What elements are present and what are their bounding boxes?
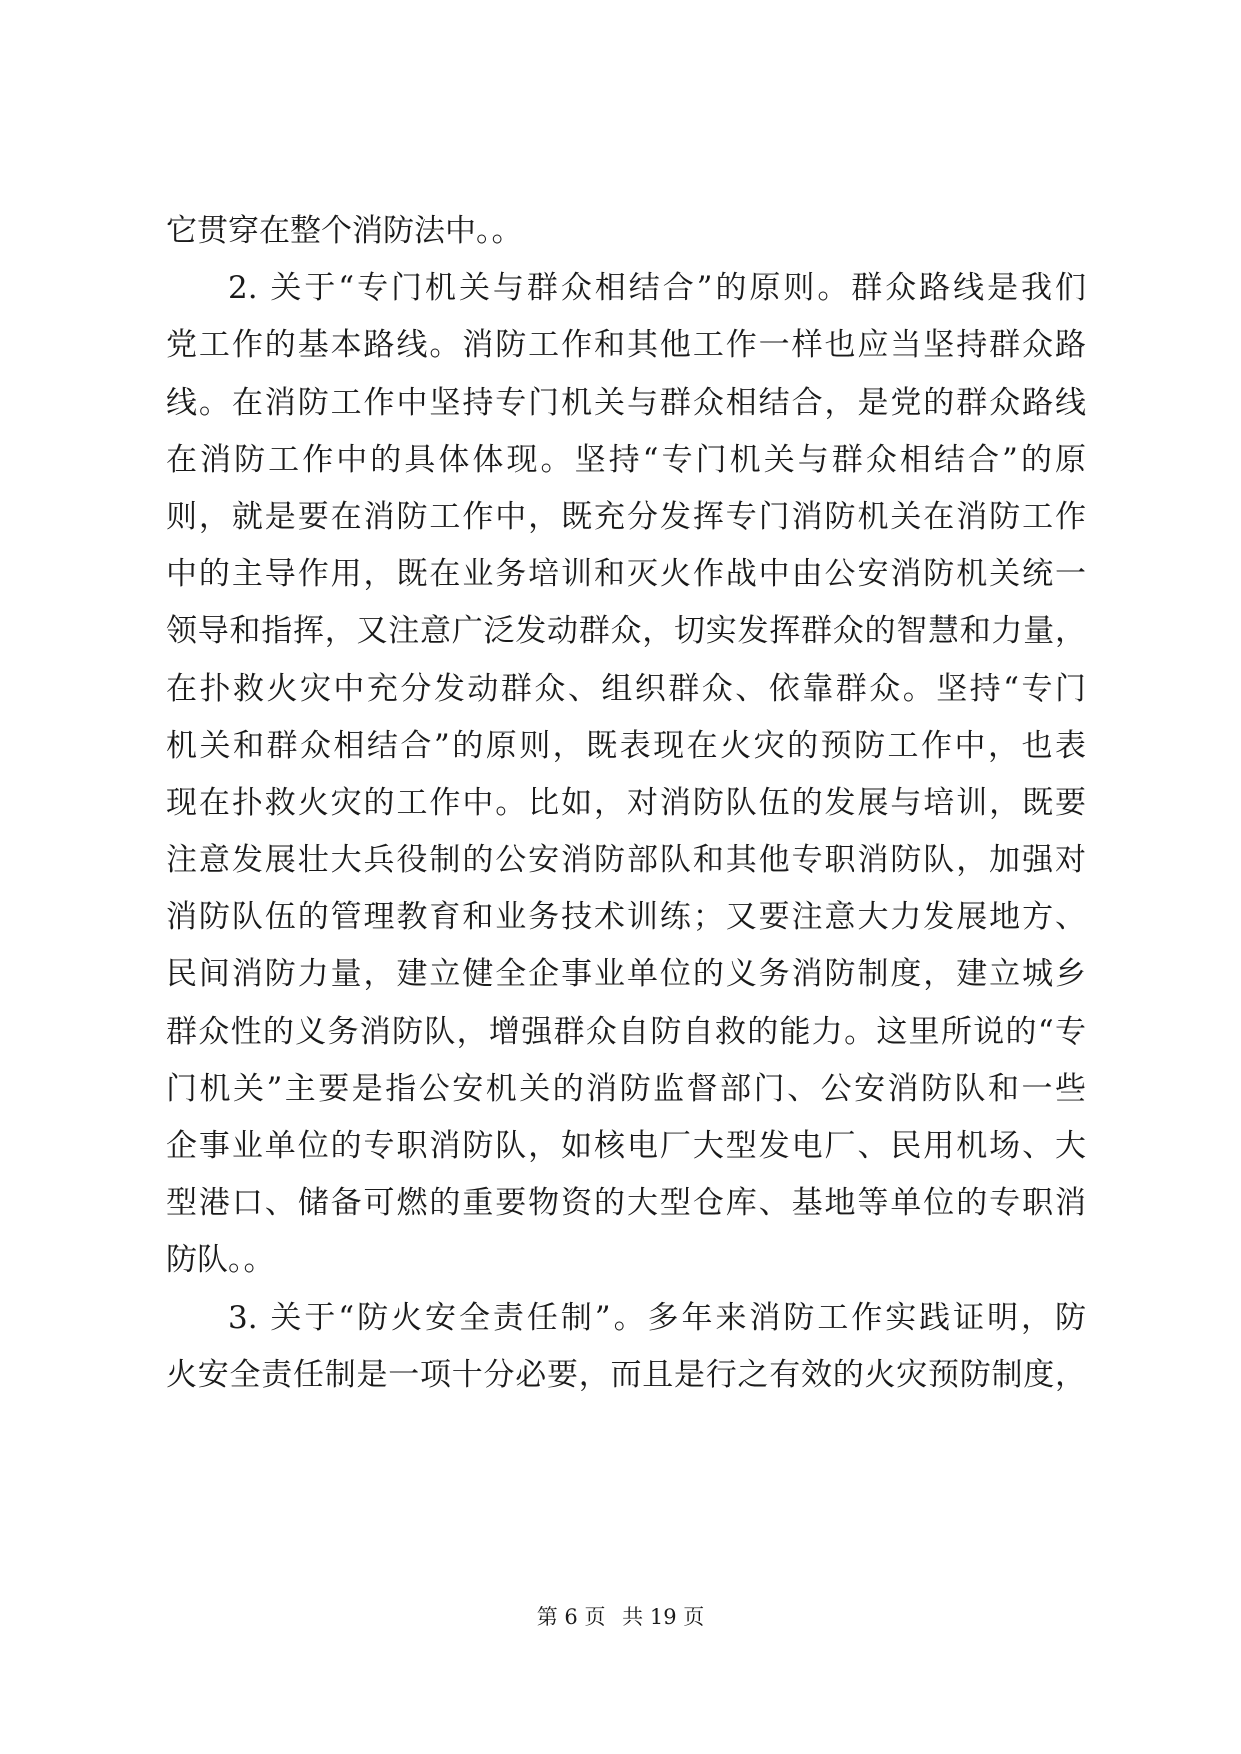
text-line: 党工作的基本路线。消防工作和其他工作一样也应当坚持群众路 — [166, 327, 1086, 364]
page-footer — [0, 1602, 1241, 1632]
text-line: 领导和指挥，又注意广泛发动群众，切实发挥群众的智慧和力量， — [166, 613, 1086, 650]
text-line: 在消防工作中的具体体现。坚持“专门机关与群众相结合”的原 — [166, 441, 1086, 478]
page-number: 第 6 页 — [536, 1605, 606, 1629]
document-body — [166, 203, 1086, 1404]
text-line: 则，就是要在消防工作中，既充分发挥专门消防机关在消防工作 — [166, 498, 1086, 535]
text-line: 在扑救火灾中充分发动群众、组织群众、依靠群众。坚持“专门 — [166, 670, 1086, 707]
text-line: 它贯穿在整个消防法中。。 — [166, 213, 523, 249]
text-line: 门机关”主要是指公安机关的消防监督部门、公安消防队和一些 — [166, 1070, 1086, 1107]
page-total: 共 19 页 — [622, 1605, 705, 1629]
text-line: 消防队伍的管理教育和业务技术训练；又要注意大力发展地方、 — [166, 899, 1086, 936]
text-line: 线。在消防工作中坚持专门机关与群众相结合，是党的群众路线 — [166, 384, 1086, 421]
text-line: 型港口、储备可燃的重要物资的大型仓库、基地等单位的专职消 — [166, 1185, 1086, 1222]
text-line: 3. 关于“防火安全责任制”。多年来消防工作实践证明，防 — [228, 1299, 1086, 1336]
text-line: 现在扑救火灾的工作中。比如，对消防队伍的发展与培训，既要 — [166, 784, 1086, 821]
text-line: 防队。。 — [166, 1242, 275, 1279]
text-line: 机关和群众相结合”的原则，既表现在火灾的预防工作中，也表 — [166, 727, 1086, 764]
text-line: 群众性的义务消防队，增强群众自防自救的能力。这里所说的“专 — [166, 1013, 1086, 1050]
text-line: 火安全责任制是一项十分必要，而且是行之有效的火灾预防制度， — [166, 1356, 1086, 1393]
text-line: 中的主导作用，既在业务培训和灭火作战中由公安消防机关统一 — [166, 556, 1086, 593]
text-line: 注意发展壮大兵役制的公安消防部队和其他专职消防队，加强对 — [166, 842, 1086, 879]
text-line: 2. 关于“专门机关与群众相结合”的原则。群众路线是我们 — [228, 270, 1086, 307]
text-line: 企事业单位的专职消防队，如核电厂大型发电厂、民用机场、大 — [166, 1128, 1086, 1164]
text-line: 民间消防力量，建立健全企事业单位的义务消防制度，建立城乡 — [166, 956, 1086, 993]
